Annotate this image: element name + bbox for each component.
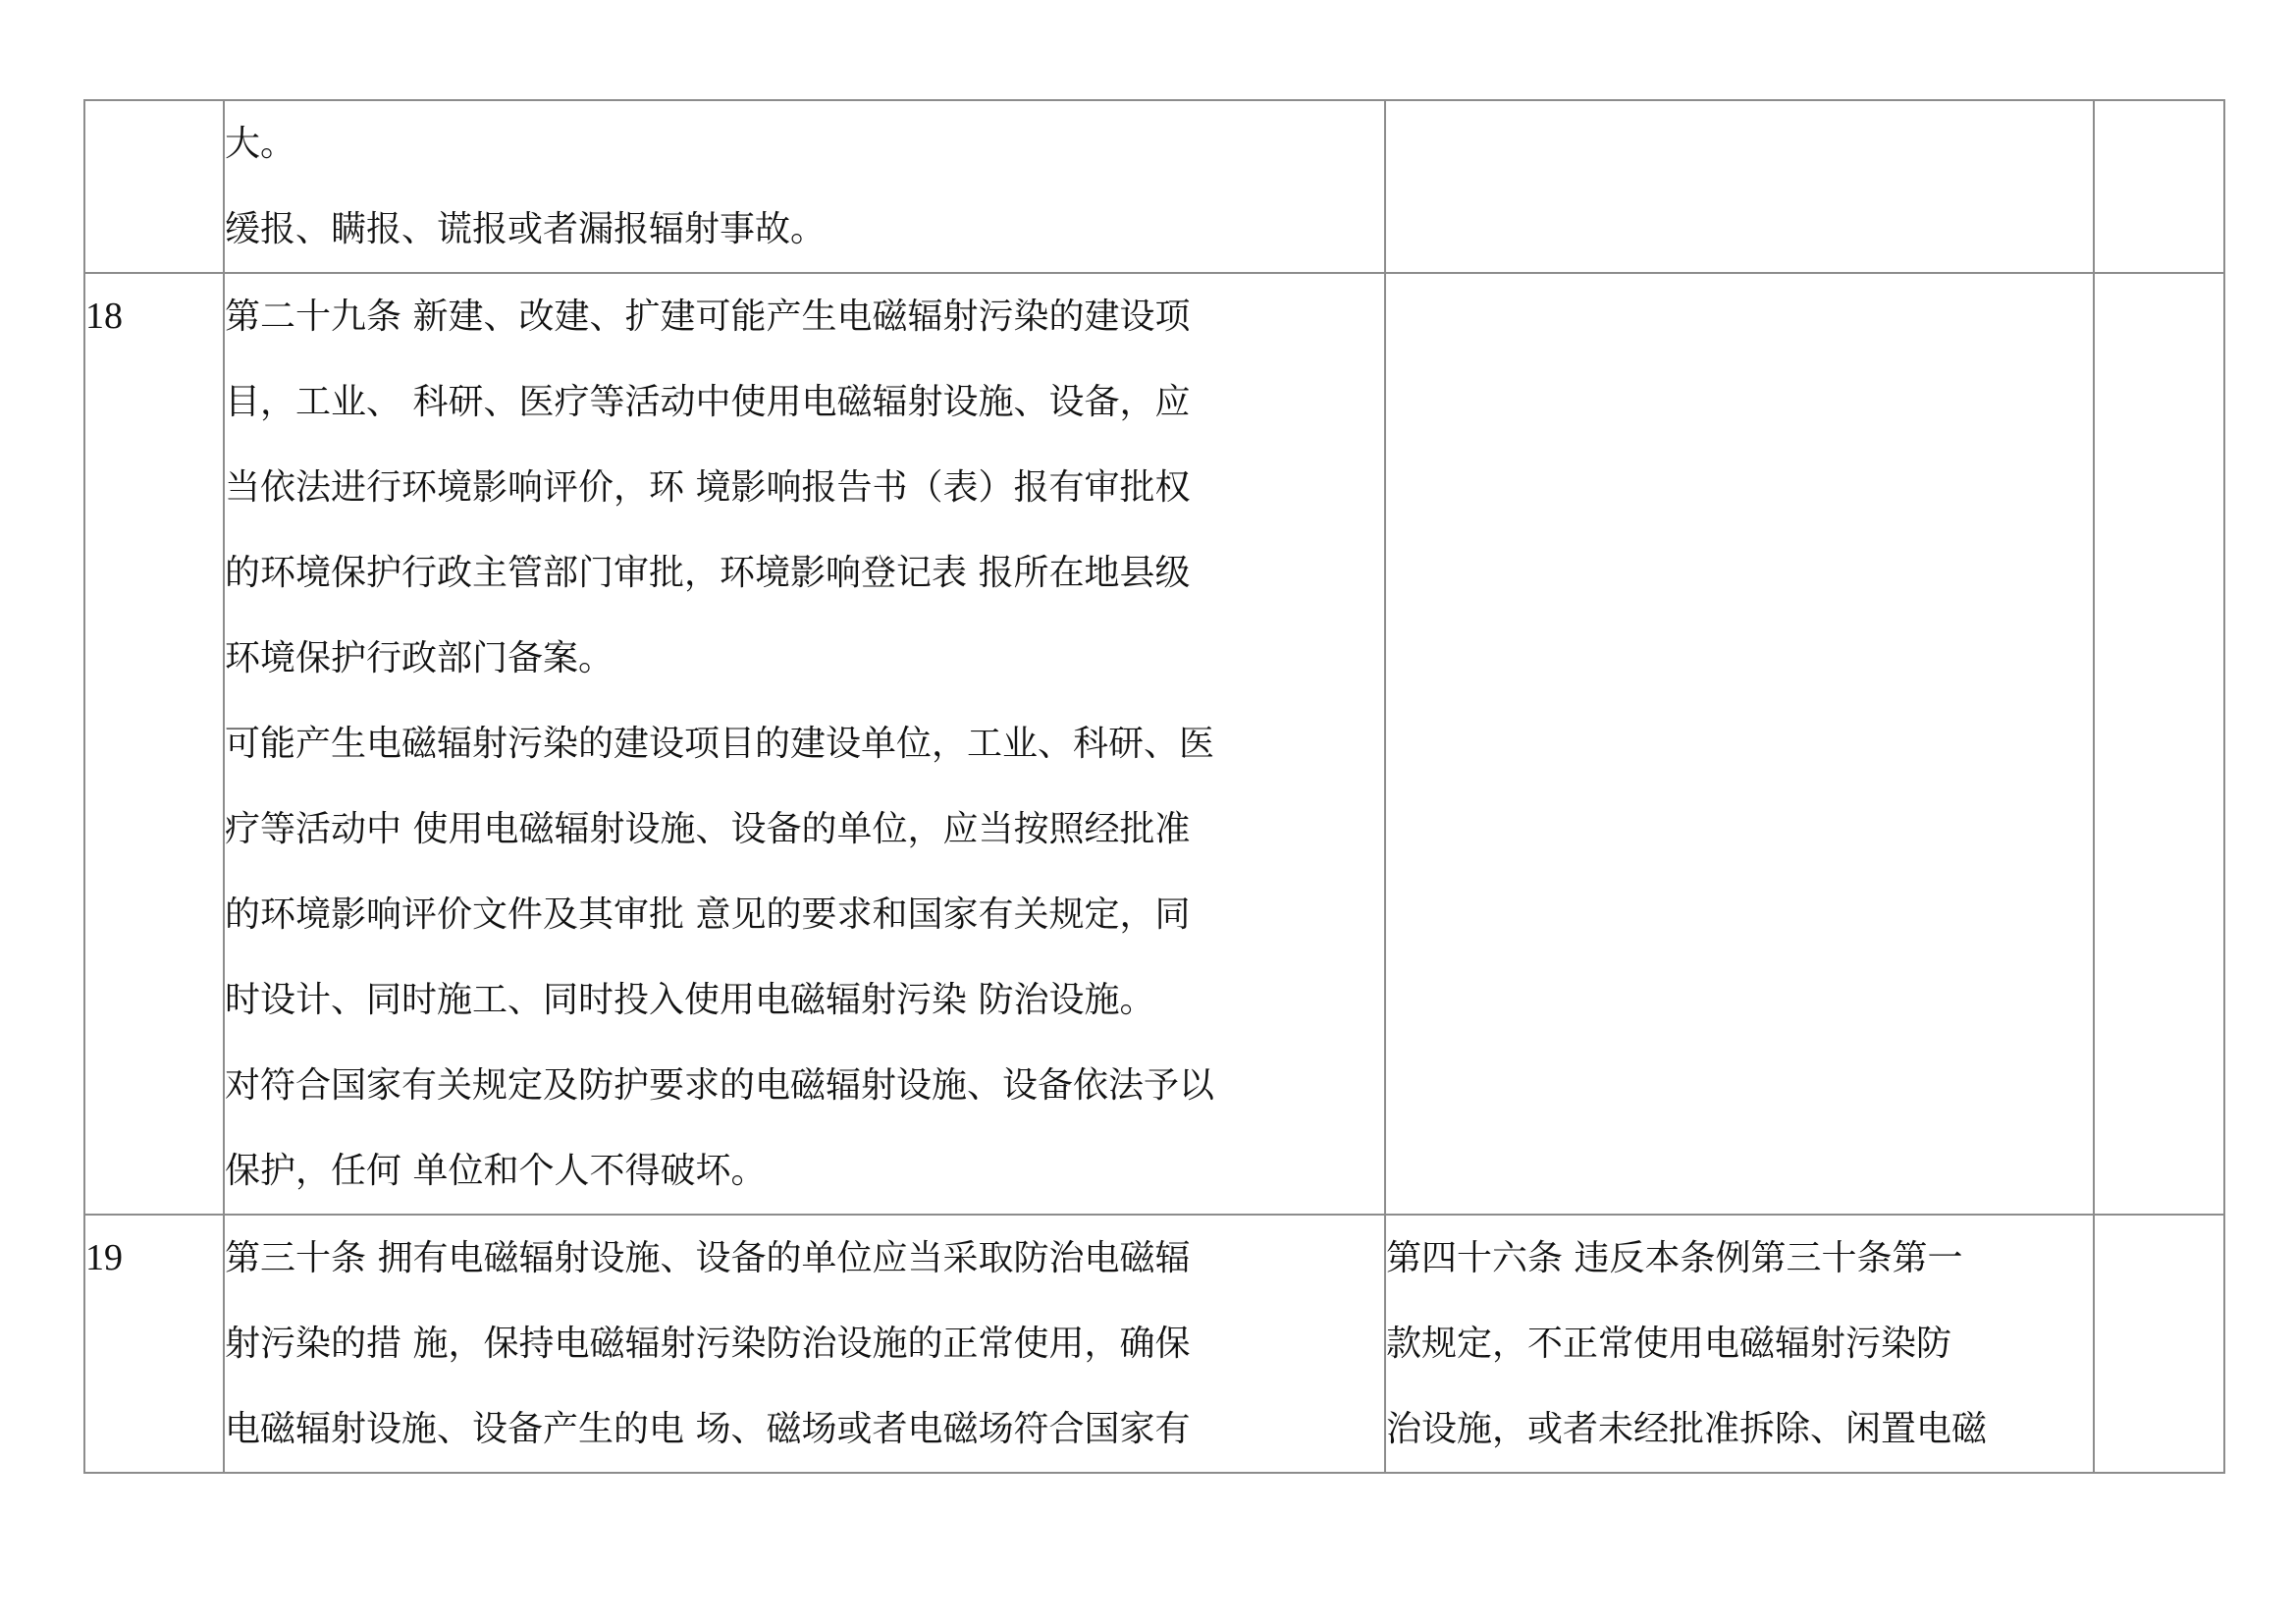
- penalty-provision-cell: [1385, 100, 2094, 273]
- row-number-cell: 19: [84, 1215, 224, 1473]
- remark-cell: [2094, 1215, 2224, 1473]
- law-line: 缓报、瞒报、谎报或者漏报辐射事故。: [225, 209, 827, 249]
- penalty-line: 款规定，不正常使用电磁辐射污染防: [1386, 1324, 1952, 1364]
- law-line: 对符合国家有关规定及防护要求的电磁辐射设施、设备依法予以: [225, 1065, 1215, 1106]
- regulation-table: [83, 99, 2225, 1474]
- law-line: 保护，任何 单位和个人不得破坏。: [225, 1151, 767, 1191]
- penalty-provision-cell: [1385, 1215, 2094, 1473]
- law-line: 当依法进行环境影响评价，环 境影响报告书（表）报有审批权: [225, 467, 1191, 508]
- row-number-cell: [84, 100, 224, 273]
- law-line: 大。: [225, 124, 296, 164]
- law-line: 疗等活动中 使用电磁辐射设施、设备的单位，应当按照经批准: [225, 809, 1191, 849]
- remark-cell: [2094, 100, 2224, 273]
- law-line: 射污染的措 施，保持电磁辐射污染防治设施的正常使用，确保: [225, 1324, 1191, 1364]
- penalty-line: 治设施，或者未经批准拆除、闲置电磁: [1386, 1409, 1988, 1449]
- law-line: 可能产生电磁辐射污染的建设项目的建设单位，工业、科研、医: [225, 724, 1215, 764]
- law-line: 的环境影响评价文件及其审批 意见的要求和国家有关规定，同: [225, 894, 1191, 935]
- law-line: 目，工业、 科研、医疗等活动中使用电磁辐射设施、设备，应: [225, 382, 1191, 422]
- law-line: 环境保护行政部门备案。: [225, 638, 614, 678]
- table-row: [84, 1215, 2224, 1473]
- law-line: 电磁辐射设施、设备产生的电 场、磁场或者电磁场符合国家有: [225, 1409, 1191, 1449]
- law-line: 第三十条 拥有电磁辐射设施、设备的单位应当采取防治电磁辐: [225, 1238, 1191, 1278]
- table-row: [84, 100, 2224, 273]
- law-provision-cell: [224, 100, 1385, 273]
- penalty-line: 第四十六条 违反本条例第三十条第一: [1386, 1238, 1963, 1278]
- penalty-provision-cell: [1385, 273, 2094, 1215]
- law-provision-cell: [224, 1215, 1385, 1473]
- remark-cell: [2094, 273, 2224, 1215]
- table-row: [84, 273, 2224, 1215]
- law-line: 时设计、同时施工、同时投入使用电磁辐射污染 防治设施。: [225, 980, 1155, 1020]
- law-provision-cell: [224, 273, 1385, 1215]
- law-line: 的环境保护行政主管部门审批，环境影响登记表 报所在地县级: [225, 553, 1191, 593]
- law-line: 第二十九条 新建、改建、扩建可能产生电磁辐射污染的建设项: [225, 297, 1191, 337]
- row-number-cell: 18: [84, 273, 224, 1215]
